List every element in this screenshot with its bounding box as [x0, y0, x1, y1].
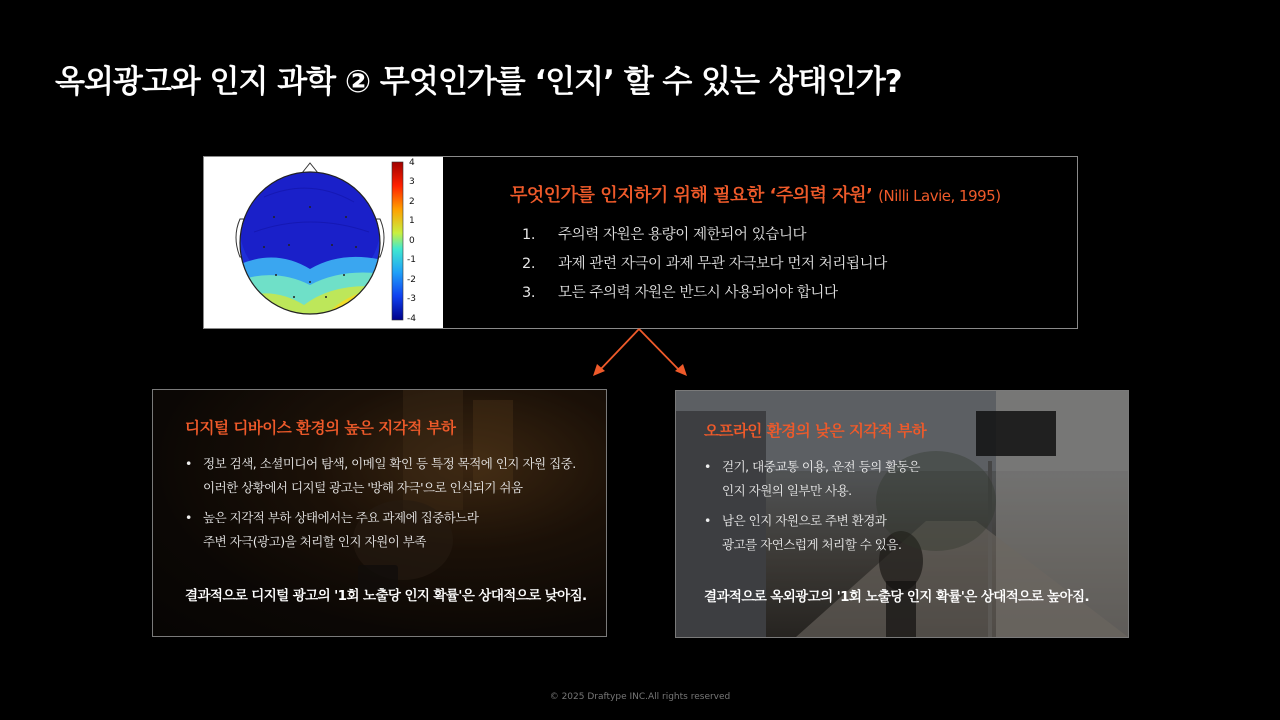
attention-resource-text [510, 181, 1067, 308]
bullet-item: • 남은 인지 자원으로 주변 환경과 광고를 자연스럽게 처리할 수 있음. [704, 509, 1114, 557]
card-conclusion: 결과적으로 옥외광고의 '1회 노출당 인지 확률'은 상대적으로 높아짐. [704, 589, 1089, 605]
item-number: 1. [522, 227, 536, 243]
bullet-list [185, 452, 592, 554]
card-conclusion: 결과적으로 디지털 광고의 '1회 노출당 인지 확률'은 상대적으로 낮아짐. [185, 588, 587, 604]
attention-resource-list [522, 221, 1067, 308]
card-heading: 디지털 디바이스 환경의 높은 지각적 부하 [185, 419, 456, 437]
colorbar-tick: -1 [407, 255, 416, 265]
item-number: 2. [522, 256, 536, 272]
eeg-topography-image [204, 157, 443, 328]
slide-title: 옥외광고와 인지 과학 ② 무엇인가를 ‘인지’ 할 수 있는 상태인가? [55, 64, 902, 100]
list-item [522, 279, 1067, 308]
item-text: 모든 주의력 자원은 반드시 사용되어야 합니다 [558, 285, 838, 301]
bullet-item: • 높은 지각적 부하 상태에서는 주요 과제에 집중하느라 주변 자극(광고)을 처리할 인지 자원이 부족 [185, 506, 592, 554]
bullet-item: • 걷기, 대중교통 이용, 운전 등의 활동은 인지 자원의 일부만 사용. [704, 455, 1114, 503]
copyright-footer: © 2025 Draftype INC.All rights reserved [549, 692, 731, 702]
list-item [522, 221, 1067, 250]
right-arrow-line [639, 329, 681, 372]
colorbar-tick: 2 [409, 197, 415, 207]
digital-environment-card [152, 389, 607, 637]
card-heading: 오프라인 환경의 낮은 지각적 부하 [704, 422, 927, 440]
left-arrow-line [598, 329, 639, 372]
heading-text: 무엇인가를 인지하기 위해 필요한 ‘주의력 자원’ [510, 185, 873, 206]
citation: (Nilli Lavie, 1995) [878, 187, 1001, 205]
colorbar-tick: -3 [407, 294, 416, 304]
colorbar-ticks [407, 158, 416, 324]
list-item [522, 250, 1067, 279]
colorbar-tick: 4 [409, 158, 415, 168]
colorbar-tick: -4 [407, 314, 416, 324]
colorbar-tick: 3 [409, 177, 415, 187]
item-text: 주의력 자원은 용량이 제한되어 있습니다 [558, 227, 807, 243]
colorbar-tick: -2 [407, 275, 416, 285]
bullet-list [704, 455, 1114, 557]
colorbar-tick: 1 [409, 216, 415, 226]
item-number: 3. [522, 285, 536, 301]
attention-resource-box [203, 156, 1078, 329]
offline-environment-card [675, 390, 1129, 638]
colorbar-tick: 0 [409, 236, 415, 246]
bullet-item: • 정보 검색, 소셜미디어 탐색, 이메일 확인 등 특정 목적에 인지 자원 집중. 이러한 상황에서 디지털 광고는 '방해 자극'으로 인식되기 쉬움 [185, 452, 592, 500]
item-text: 과제 관련 자극이 과제 무관 자극보다 먼저 처리됩니다 [558, 256, 887, 272]
attention-resource-heading [510, 181, 1067, 207]
left-arrow-head [593, 364, 605, 376]
right-arrow-head [675, 364, 687, 376]
